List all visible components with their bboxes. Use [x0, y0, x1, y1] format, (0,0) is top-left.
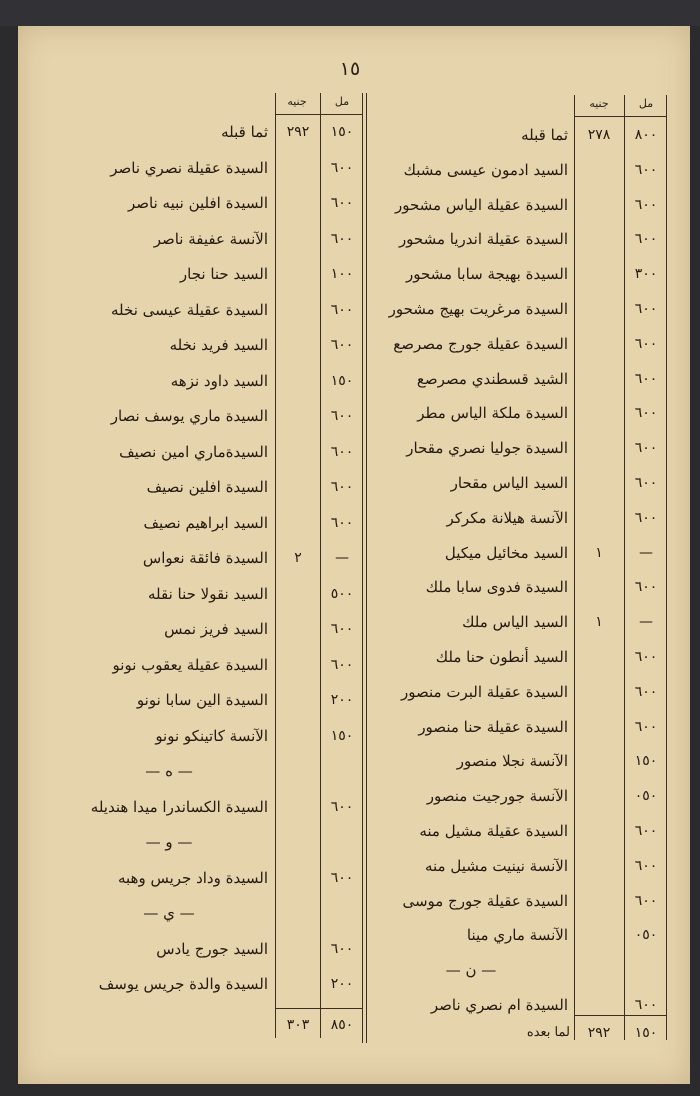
left-ledger-row [0, 685, 700, 715]
entry-junayh: ٢ [294, 550, 302, 566]
left-ledger-row [0, 543, 700, 573]
donor-name: السيدة ام نصري ناصر [430, 996, 568, 1014]
entry-mil: ٦٠٠ [330, 301, 354, 318]
entry-mil [322, 756, 362, 786]
entry-junayh [277, 437, 319, 467]
donor-name: السيدةماري امين نصيف [119, 442, 268, 461]
right-total-label: لما بعده [526, 1025, 570, 1040]
section-letter: — ي — [143, 904, 195, 922]
left-ledger-row [0, 259, 700, 289]
entry-mil: ٣٠٠ [634, 266, 658, 283]
donor-name: السيدة عقيلة البرت منصور [401, 682, 568, 701]
donor-name: السيدة عقيلة مشيل منه [419, 822, 568, 840]
entry-mil: ٦٠٠ [330, 479, 354, 495]
left-ledger-row [0, 827, 700, 857]
left-header-rule [275, 114, 362, 115]
entry-mil: ٦٠٠ [330, 159, 354, 176]
donor-name: السيدة عقيلة عيسى نخله [111, 300, 268, 319]
donor-name: السيدة ملكة الياس مطر [417, 404, 568, 423]
entry-junayh [277, 792, 319, 822]
left-ledger-row [0, 721, 700, 751]
donor-name: السيد حنا نجار [179, 265, 268, 283]
entry-mil: ١٥٠ [330, 124, 354, 140]
entry-mil: ٦٠٠ [634, 649, 658, 665]
left-ledger-row [0, 330, 700, 360]
left-ledger-row [0, 188, 700, 218]
entry-mil: ٦٠٠ [330, 408, 354, 424]
left-ledger-row [0, 224, 700, 254]
left-ledger-row [0, 366, 700, 396]
entry-junayh [277, 401, 319, 431]
entry-mil: ٦٠٠ [634, 335, 658, 352]
entry-junayh [277, 898, 319, 928]
left-ledger-row [0, 401, 700, 431]
entry-junayh [277, 614, 319, 644]
donor-name: السيد نقولا حنا نقله [147, 584, 268, 603]
right-header-mil: مل [638, 97, 654, 110]
entry-mil: ٦٠٠ [634, 301, 658, 317]
donor-name: السيدة وداد جريس وهبه [117, 868, 268, 887]
left-ledger-row [0, 863, 700, 893]
donor-name: الآنسة نجلا منصور [456, 752, 568, 771]
entry-junayh [277, 472, 319, 502]
entry-mil: ٦٠٠ [330, 337, 354, 353]
entry-mil: ٨٠٠ [634, 127, 658, 143]
donor-name: الآنسة نينيت مشيل منه [424, 856, 568, 875]
left-ledger-row [0, 650, 700, 680]
donor-name: السيدة جوليا نصري مقحار [406, 439, 568, 458]
entry-mil: ٢٠٠ [330, 976, 354, 992]
donor-name: السيدة فدوى سابا ملك [425, 578, 568, 597]
entry-mil: ٦٠٠ [634, 161, 658, 178]
donor-name: السيدة عقيلة يعقوب نونو [112, 655, 268, 674]
donor-name: الآنسة ماري مينا [466, 926, 568, 945]
entry-mil: — [335, 550, 349, 566]
entry-mil: ٦٠٠ [330, 195, 354, 211]
donor-name: السيد فريز نمس [164, 620, 268, 638]
entry-mil: ٦٠٠ [634, 440, 658, 457]
left-ledger-row [0, 792, 700, 822]
donor-name: السيدة عقيلة الياس مشحور [395, 195, 568, 214]
left-total-junayh: ٣٠٣ [286, 1017, 310, 1033]
entry-mil: ٦٠٠ [330, 230, 354, 247]
entry-junayh: ٢٩٢ [286, 124, 310, 140]
right-header-junayh: جنيه [589, 97, 609, 110]
right-total-junayh: ٢٩٢ [587, 1025, 611, 1041]
scan-border-top [0, 0, 700, 26]
entry-mil: ٦٠٠ [634, 892, 658, 909]
left-ledger-row [0, 756, 700, 786]
entry-mil: ٦٠٠ [634, 857, 658, 874]
donor-name: السيد ابراهيم نصيف [143, 513, 268, 532]
donor-name: الآنسة جورجيت منصور [426, 787, 568, 806]
entry-mil: — [639, 614, 653, 631]
entry-mil: ٢٠٠ [330, 692, 354, 708]
entry-junayh [277, 827, 319, 857]
entry-mil: ٠٥٠ [634, 788, 658, 805]
entry-mil: ٦٠٠ [330, 514, 354, 531]
donor-name: السيد جورج يادس [156, 939, 268, 958]
entry-mil: ٦٠٠ [634, 823, 658, 839]
entry-junayh [277, 934, 319, 964]
entry-junayh [277, 259, 319, 289]
donor-name: السيدة الكساندرا ميدا هنديله [90, 797, 268, 816]
left-total-row [0, 1010, 700, 1040]
entry-junayh [277, 508, 319, 538]
right-total-mil: ١٥٠ [634, 1025, 658, 1041]
entry-mil: — [639, 544, 653, 561]
section-letter: — و — [145, 833, 193, 851]
entry-junayh: ١ [595, 614, 603, 631]
donor-name: ثما قبله [221, 123, 268, 141]
entry-mil: ٥٠٠ [330, 585, 354, 602]
entry-mil: ٦٠٠ [330, 656, 354, 673]
donor-name: السيد فريد نخله [169, 336, 268, 354]
entry-junayh [277, 188, 319, 218]
entry-junayh [277, 650, 319, 680]
entry-mil: ٦٠٠ [634, 475, 658, 491]
entry-junayh [277, 366, 319, 396]
left-ledger-row [0, 614, 700, 644]
left-ledger-row [0, 117, 700, 147]
donor-name: السيدة عقيلة حنا منصور [418, 717, 568, 736]
entry-mil: ٠٥٠ [634, 927, 658, 944]
entry-mil: ٦٠٠ [634, 997, 658, 1013]
entry-junayh [277, 295, 319, 325]
entry-mil: ١٥٠ [330, 372, 354, 389]
left-ledger-row [0, 579, 700, 609]
donor-name: السيدة عقيلة جورج مصرصع [393, 334, 568, 353]
entry-junayh [277, 969, 319, 999]
donor-name: السيدة عقيلة جورج موسى [402, 891, 568, 910]
left-ledger-row [0, 934, 700, 964]
section-letter: — ن — [445, 961, 497, 980]
entry-junayh [277, 330, 319, 360]
entry-mil: ٦٠٠ [330, 869, 354, 886]
entry-mil: ٦٠٠ [330, 621, 354, 637]
entry-mil [322, 827, 362, 857]
donor-name: السيدة والدة جريس يوسف [98, 975, 268, 993]
donor-name: الآنسة هيلانة مكركر [446, 508, 568, 527]
left-header-mil: مل [334, 95, 350, 108]
donor-name: السيد داود نزهه [170, 371, 268, 390]
entry-junayh [277, 721, 319, 751]
donor-name: الآنسة كاتينكو نونو [155, 726, 268, 745]
left-total-mil: ٨٥٠ [330, 1017, 354, 1033]
donor-name: الشيد قسطندي مصرصع [416, 369, 568, 388]
entry-mil: ٦٠٠ [634, 196, 658, 213]
entry-mil: ٦٠٠ [634, 683, 658, 700]
entry-junayh [277, 224, 319, 254]
donor-name: السيد الياس مقحار [450, 474, 568, 492]
left-header-junayh: جنيه [287, 95, 307, 108]
donor-name: السيد مخائيل ميكيل [444, 543, 568, 562]
page-number: ١٥ [339, 58, 361, 80]
entry-mil: ٦٠٠ [330, 443, 354, 460]
entry-junayh: ١ [595, 544, 603, 561]
entry-mil: ٦٠٠ [634, 579, 658, 596]
left-ledger-row [0, 437, 700, 467]
entry-mil: ١٠٠ [330, 266, 354, 282]
entry-junayh [277, 579, 319, 609]
entry-mil: ٦٠٠ [634, 509, 658, 526]
donor-name: السيد الياس ملك [462, 613, 568, 632]
entry-junayh [277, 756, 319, 786]
donor-name: ثما قبله [521, 126, 568, 144]
entry-junayh [277, 863, 319, 893]
left-ledger-row [0, 898, 700, 928]
left-ledger-row [0, 153, 700, 183]
entry-mil: ٦٠٠ [634, 231, 658, 248]
left-ledger-row [0, 472, 700, 502]
entry-mil [322, 898, 362, 928]
left-ledger-row [0, 969, 700, 999]
entry-mil: ١٥٠ [330, 727, 354, 744]
donor-name: السيدة فائقة نعواس [142, 549, 268, 567]
entry-junayh [277, 153, 319, 183]
entry-mil: ٦٠٠ [330, 798, 354, 815]
entry-mil: ٦٠٠ [634, 405, 658, 422]
donor-name: السيدة افلين نصيف [146, 478, 268, 496]
donor-name: السيدة افلين نبيه ناصر [128, 194, 268, 212]
donor-name: السيد ادمون عيسى مشبك [403, 160, 568, 179]
left-ledger-row [0, 508, 700, 538]
entry-junayh [277, 685, 319, 715]
entry-mil: ٦٠٠ [634, 370, 658, 387]
donor-name: السيدة عقيلة اندريا مشحور [398, 230, 568, 249]
donor-name: السيدة مرغريت بهيج مشحور [388, 300, 568, 318]
donor-name: السيدة عقيلة نصري ناصر [110, 158, 268, 177]
entry-mil: ٦٠٠ [634, 718, 658, 735]
left-ledger-row [0, 295, 700, 325]
donor-name: السيدة الين سابا نونو [136, 691, 268, 709]
donor-name: الآنسة عفيفة ناصر [153, 229, 268, 248]
entry-junayh: ٢٧٨ [587, 127, 611, 143]
entry-mil: ١٥٠ [634, 753, 658, 770]
donor-name: السيدة ماري يوسف نصار [110, 407, 268, 425]
section-letter: — ه — [145, 762, 193, 780]
entry-mil: ٦٠٠ [330, 940, 354, 957]
donor-name: السيد أنطون حنا ملك [435, 648, 568, 666]
donor-name: السيدة بهيجة سابا مشحور [406, 265, 568, 284]
